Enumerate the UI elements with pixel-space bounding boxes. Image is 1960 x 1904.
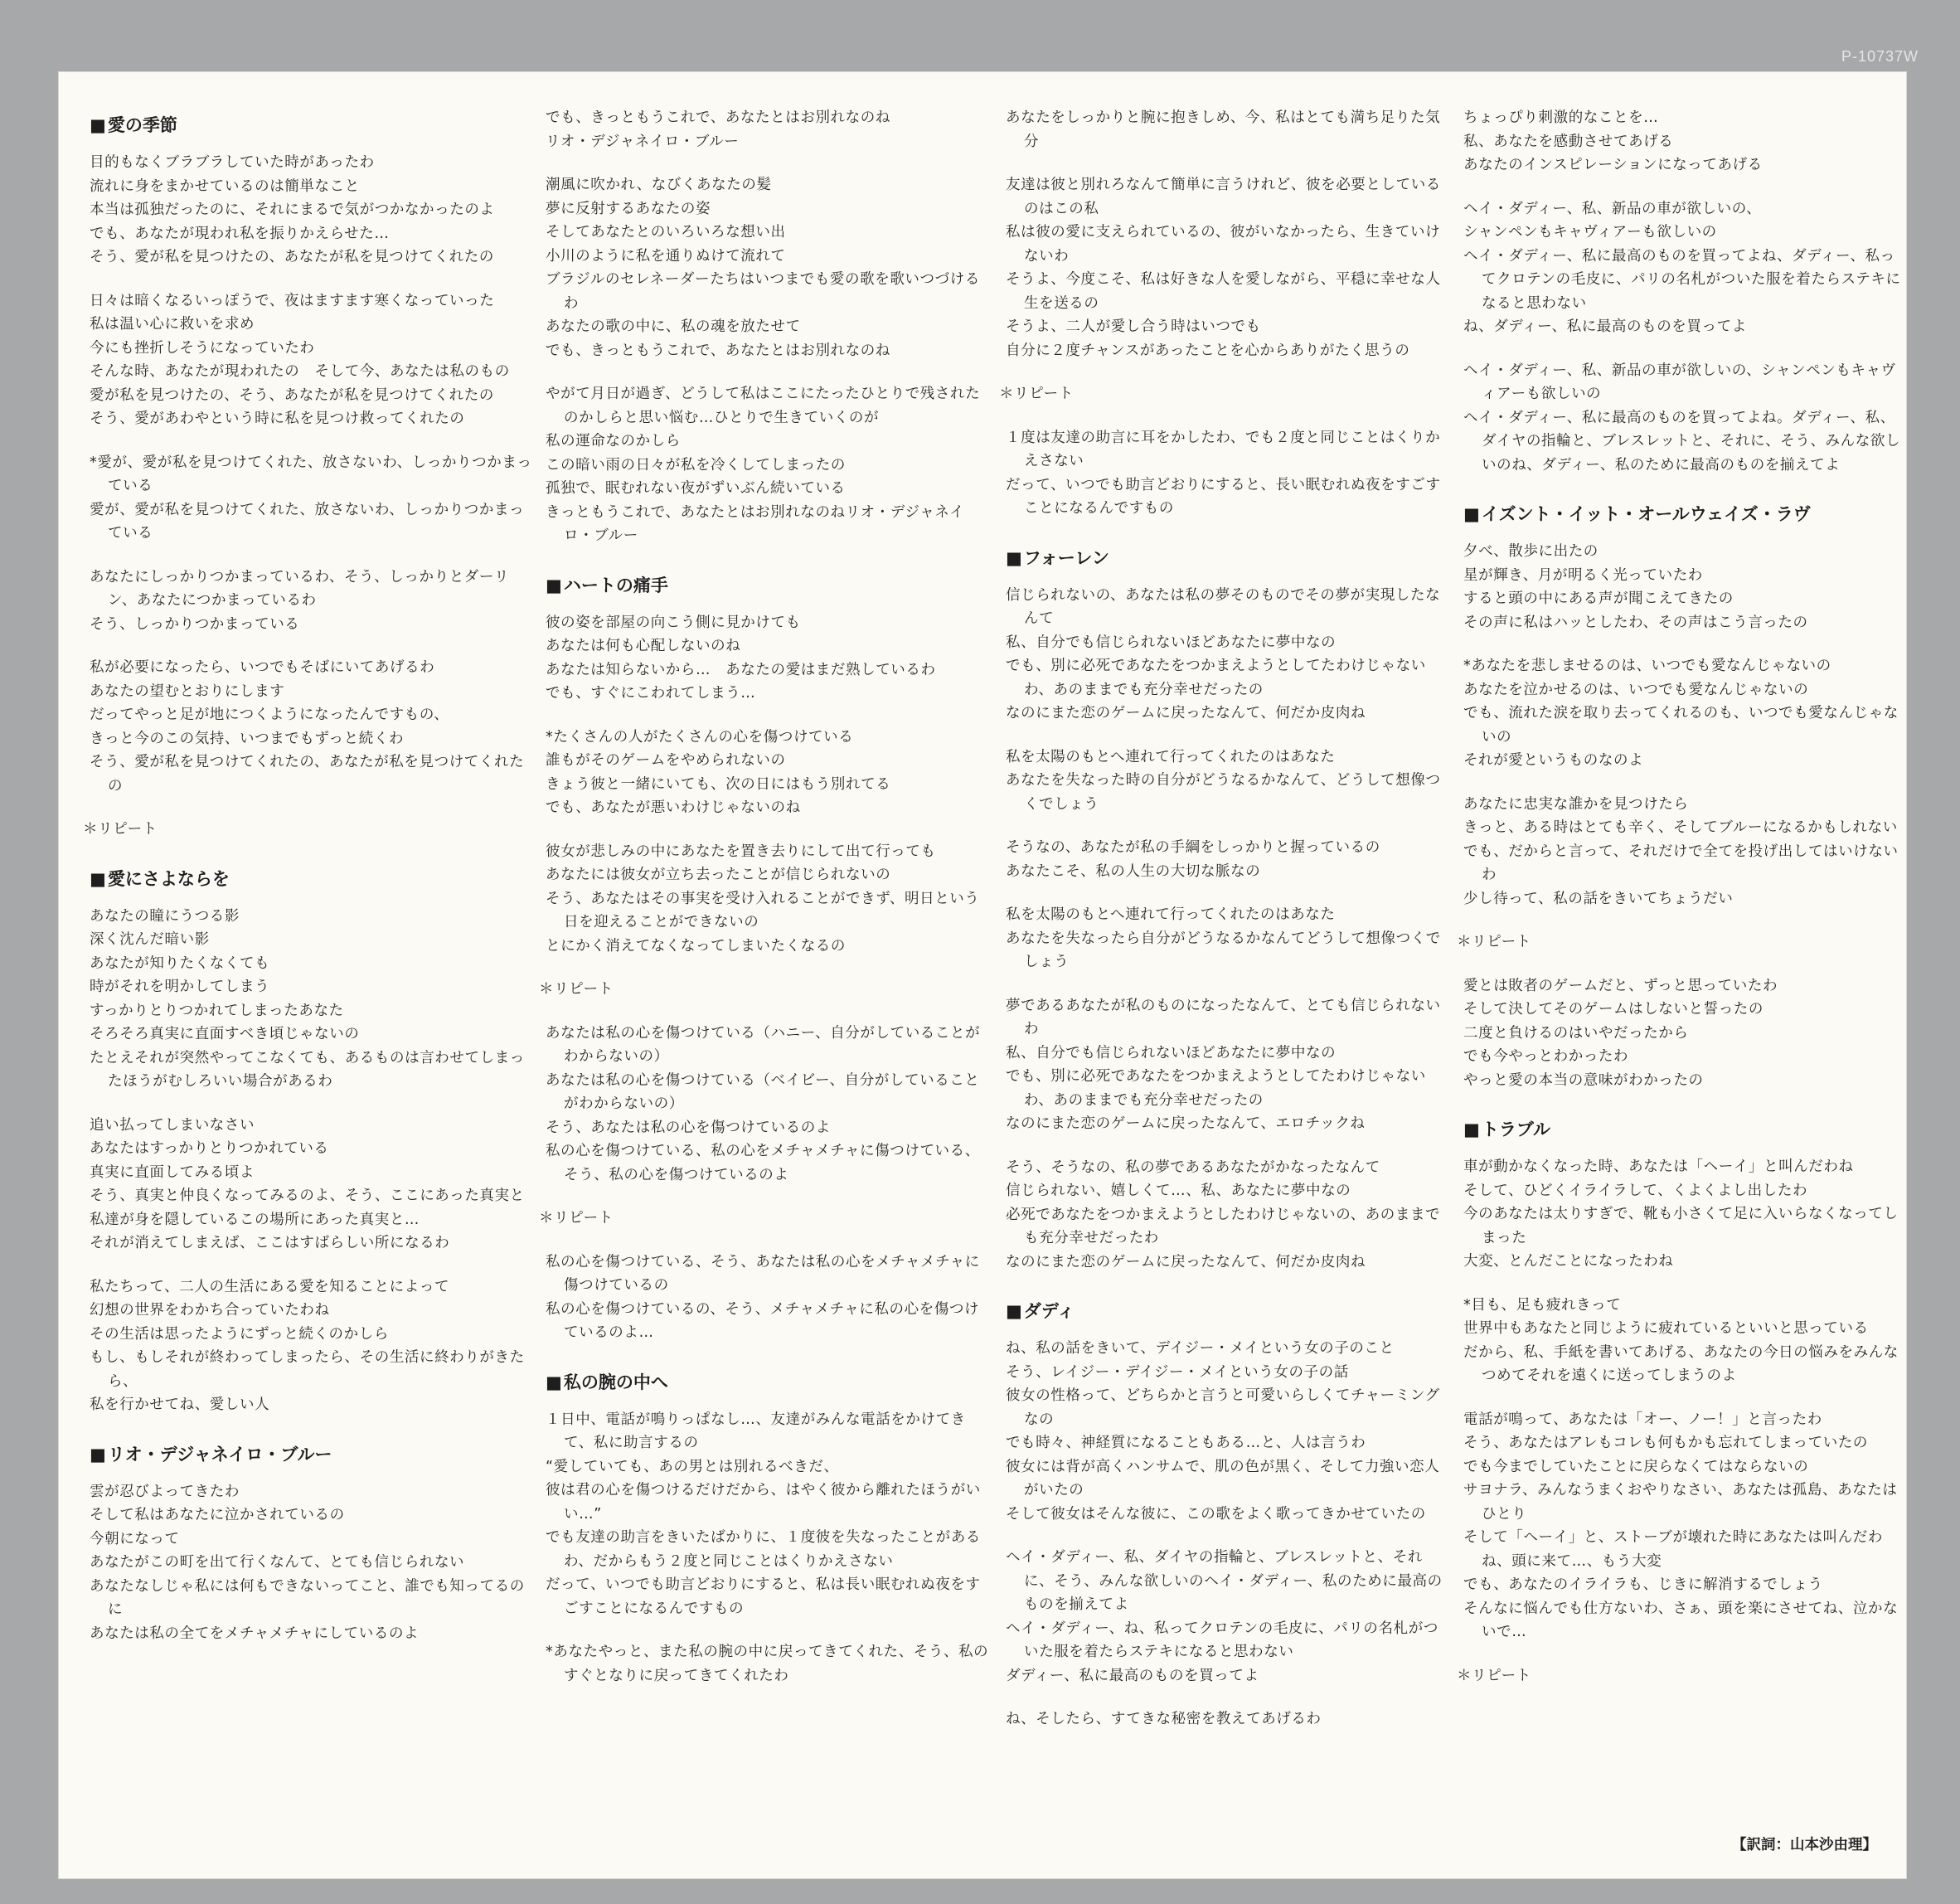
lyric-line: だから、私、手紙を書いてあげる、あなたの今日の悩みをみんなつめてそれを遠くに送ってしまうのよ (1463, 1343, 1899, 1384)
lyric-line: でも今やっとわかったわ (1463, 1048, 1629, 1065)
lyric-line: 誰もがそのゲームをやめられないの (546, 752, 786, 769)
lyric-stanza (999, 382, 1450, 406)
lyric-line: そう、真実と仲良くなってみるのよ、そう、ここにあった真実と (90, 1188, 525, 1204)
lyric-stanza (1463, 654, 1908, 773)
song-title: ■ トラブル (1463, 1117, 1908, 1142)
lyric-line: そう、愛があわやという時に私を見つけ救ってくれたの (90, 410, 465, 427)
lyric-line: あなたは私の心を傷つけている（ハニー、自分がしていることがわからないの） (546, 1024, 981, 1065)
lyric-line: ヘイ・ダディー、ね、私ってクロテンの毛皮に、パリの名札がついた服を着たらステキになると思わない (1006, 1620, 1438, 1660)
lyric-line: 私たちって、二人の生活にある愛を知ることによって (90, 1278, 450, 1295)
lyric-line: ＊リピート (1457, 1667, 1531, 1684)
lyric-line: すると頭の中にある声が聞こえてきたの (1463, 590, 1734, 607)
lyric-stanza (1457, 1664, 1908, 1688)
lyric-stanza (90, 289, 534, 431)
lyric-line: 彼女が悲しみの中にあなたを置き去りにして出て行っても (546, 843, 936, 860)
song-title: ■ イズント・イット・オールウェイズ・ラヴ (1463, 502, 1908, 527)
lyric-line: 今のあなたは太りすぎで、靴も小さくて足に入いらなくなってしまった (1463, 1206, 1899, 1246)
lyric-line: 雲が忍びよってきたわ (90, 1483, 240, 1500)
lyric-line: そうよ、二人が愛し合う時はいつでも (1006, 318, 1261, 335)
lyric-line: ちょっぴり刺激的なことを… (1463, 109, 1659, 126)
lyric-line: あなたがこの町を出て行くなんて、とても信じられない (90, 1554, 465, 1571)
lyric-line: 潮風に吹かれ、なびくあなたの髪 (546, 177, 772, 193)
lyric-line: あなたを失なった時の自分がどうなるかなんて、どうして想像つくでしょう (1006, 772, 1441, 813)
lyric-line: １日中、電話が鳴りっぱなし…、友達がみんな電話をかけてきて、私に助言するの (546, 1411, 966, 1451)
lyric-line: ヘイ・ダディー、私、新品の車が欲しいの、 (1463, 200, 1762, 217)
lyric-line: 私、自分でも信じられないほどあなたに夢中なの (1006, 1044, 1337, 1061)
lyric-line: そう、あなたは私の心を傷つけているのよ (546, 1119, 831, 1136)
lyric-stanza (546, 173, 990, 362)
lyric-line: そう、しっかりつかまっている (90, 615, 300, 633)
lyric-line: そして彼女はそんな彼に、この歌をよく歌ってきかせていたの (1006, 1505, 1426, 1523)
lyric-line: ね、そしたら、すてきな秘密を教えてあげるわ (1006, 1711, 1322, 1727)
lyric-stanza (90, 1114, 534, 1256)
lyric-line: そんな時、あなたが現われたの そして今、あなたは私のもの (90, 363, 510, 380)
lyric-stanza (546, 611, 990, 706)
lyric-line: 私を太陽のもとへ連れて行ってくれたのはあなた (1006, 906, 1336, 923)
lyric-line: 目的もなくブラブラしていた時があったわ (90, 154, 375, 171)
lyric-line: だってやっと足が地につくようになったんですもの、 (90, 707, 449, 723)
lyric-line: 幻想の世界をわかち合っていたわね (90, 1302, 330, 1319)
song-title: ■ 私の腕の中へ (546, 1370, 990, 1395)
song-block (90, 867, 534, 1417)
lyric-stanza (539, 978, 990, 1002)
lyric-line: あなたは何も心配しないのね (546, 638, 741, 654)
lyric-line: 二度と負けるのはいやだったから (1463, 1024, 1689, 1042)
lyric-line: そうよ、今度こそ、私は好きな人を愛しながら、平穏に幸せな人生を送るの (1006, 271, 1441, 312)
lyric-line: 星が輝き、月が明るく光っていたわ (1463, 566, 1703, 584)
lyrics-column-1 (83, 106, 534, 1670)
lyric-stanza (1463, 197, 1908, 339)
lyric-line: 私の心を傷つけている、私の心をメチャメチャに傷つけている、そう、私の心を傷つけているのよ (546, 1143, 980, 1183)
lyric-line: 夢に反射するあなたの姿 (546, 200, 711, 217)
lyric-line: そろそろ真実に直面すべき頃じゃないの (90, 1026, 360, 1042)
lyric-line: 私を行かせてね、愛しい人 (90, 1396, 270, 1413)
lyric-line: あなたに忠実な誰かを見つけたら (1463, 795, 1689, 813)
lyric-line: シャンペンもキャヴィアーも欲しいの (1463, 224, 1717, 240)
lyric-line: 愛が私を見つけたの、そう、あなたが私を見つけてくれたの (90, 386, 494, 404)
lyric-stanza (1463, 1155, 1908, 1274)
lyric-line: きっと今のこの気持、いつまでもずっと続くわ (90, 730, 405, 747)
lyric-line: なのにまた恋のゲームに戻ったなんて、何だか皮肉ね (1006, 1253, 1366, 1270)
lyric-stanza (539, 1207, 990, 1231)
lyric-line: すっかりとりつかれてしまったあなた (90, 1002, 344, 1019)
lyric-line: 私の心を傷つけているの、そう、メチャメチャに私の心を傷つけているのよ… (546, 1300, 980, 1341)
lyric-line: あなたは私の全てをメチャメチャにしているのよ (90, 1625, 420, 1642)
lyric-line: 信じられないの、あなたは私の夢そのものでその夢が実現したなんて (1006, 586, 1441, 627)
lyric-line: もし、もしそれが終わってしまったら、その生活に終わりがきたら、 (90, 1349, 525, 1390)
lyric-line: “愛していても、あの男とは別れるべきだ、 (546, 1458, 839, 1475)
lyric-line: 信じられない、嬉しくて…、私、あなたに夢中なの (1006, 1183, 1351, 1199)
lyric-line: 追い払ってしまいなさい (90, 1116, 255, 1134)
lyric-line: ＊リピート (539, 1210, 614, 1226)
lyric-line: でも、流れた涙を取り去ってくれるのも、いつでも愛なんじゃないの (1463, 705, 1899, 746)
lyric-stanza (1006, 173, 1450, 362)
lyric-line: なのにまた恋のゲームに戻ったなんて、何だか皮肉ね (1006, 705, 1366, 721)
lyric-stanza (1006, 1546, 1450, 1688)
lyric-line: 車が動かなくなった時、あなたは「ヘーイ」と叫んだわね (1463, 1158, 1854, 1175)
lyric-line: でも、すぐにこわれてしまう… (546, 685, 756, 702)
song-block (1457, 1117, 1908, 1688)
lyric-line: あなたにしっかりつかまっているわ、そう、しっかりとダーリン、あなたにつかまっているわ (90, 568, 510, 609)
lyric-line: あなたを泣かせるのは、いつでも愛なんじゃないの (1463, 681, 1809, 698)
song-block (539, 573, 990, 1345)
lyric-line: 私の運命なのかしら (546, 433, 681, 449)
lyric-stanza (1463, 1294, 1908, 1388)
lyric-line: あなたは私の心を傷つけている（ベイビー、自分がしていることがわからないの） (546, 1071, 980, 1112)
song-block (546, 106, 990, 548)
lyric-line: 友達は彼と別れろなんて簡単に言うけれど、彼を必要としているのはこの私 (1006, 177, 1441, 217)
lyric-line: でも、きっともうこれで、あなたとはお別れなのね (546, 109, 890, 126)
lyric-stanza (1463, 540, 1908, 634)
lyric-line: あなたはすっかりとりつかれている (90, 1140, 329, 1157)
lyric-line: ヘイ・ダディー、私、ダイヤの指輪と、ブレスレットと、それに、そう、みんな欲しいのヘイ・ダディー、私のために最高のものを揃えてよ (1006, 1549, 1443, 1613)
lyric-line: 今朝になって (90, 1530, 180, 1547)
song-block (999, 106, 1450, 521)
lyric-line: ブラジルのセレネーダーたちはいつまでも愛の歌を歌いつづけるわ (546, 271, 980, 312)
lyric-stanza (1463, 974, 1908, 1093)
lyric-line: 私が必要になったら、いつでもそばにいてあげるわ (90, 659, 435, 676)
lyric-line: ヘイ・ダディー、私に最高のものを買ってよね。ダディー、私、ダイヤの指輪と、ブレスレットと、それに、そう、みんな欲しいのね、ダディー、私のために最高のものを揃えてよ (1463, 409, 1901, 474)
lyric-line: そして「ヘーイ」と、ストーブが壊れた時にあなたは叫んだわね、頭に来て…、もう大変 (1463, 1529, 1883, 1570)
song-title: ■ ダディ (1006, 1299, 1450, 1324)
lyric-stanza (90, 656, 534, 798)
lyric-line: そうなの、あなたが私の手綱をしっかりと握っているの (1006, 839, 1380, 856)
lyric-stanza (1006, 106, 1450, 153)
lyric-line: それが消えてしまえば、ここはすばらしい所になるわ (90, 1235, 450, 1251)
lyric-line: 夕べ、散歩に出たの (1463, 543, 1599, 560)
lyric-line: あなたの歌の中に、私の魂を放たせて (546, 318, 801, 335)
lyric-stanza (546, 1022, 990, 1188)
lyric-line: 彼の姿を部屋の向こう側に見かけても (546, 614, 801, 631)
lyric-stanza (1006, 1337, 1450, 1526)
lyrics-column-4 (1457, 106, 1908, 1712)
lyric-line: そう、あなたはアレもコレも何もかも忘れてしまっていたの (1463, 1435, 1868, 1451)
lyric-line: あなたこそ、私の人生の大切な脈なの (1006, 862, 1261, 880)
lyric-line: 流れに身をまかせているのは簡単なこと (90, 177, 360, 195)
lyric-line: 私、あなたを感動させてあげる (1463, 133, 1674, 150)
song-title: ■ 愛の季節 (90, 113, 534, 138)
song-block (546, 1370, 990, 1688)
lyric-line: やがて月日が過ぎ、どうして私はここにたったひとりで残されたのかしらと思い悩む…ひとりで生きていくのが (546, 386, 981, 426)
song-title: ■ ハートの痛手 (546, 573, 990, 598)
lyric-stanza (83, 818, 534, 842)
lyric-line: 時がそれを明かしてしまう (90, 979, 270, 995)
lyric-line: あなたなしじゃ私には何もできないってこと、誰でも知ってるのに (90, 1577, 525, 1618)
lyric-line: *あなたを悲しませるのは、いつでも愛なんじゃないの (1463, 658, 1831, 674)
lyric-line: きっと、ある時はとても辛く、そしてブルーになるかもしれない (1463, 819, 1898, 836)
lyric-line: 彼女には背が高くハンサムで、肌の色が黒く、そして力強い恋人がいたの (1006, 1458, 1440, 1498)
lyric-line: あなたを失なったら自分がどうなるかなんてどうして想像つくでしょう (1006, 930, 1441, 970)
lyric-line: それが愛というものなのよ (1463, 752, 1644, 769)
lyric-stanza (1463, 106, 1908, 177)
lyric-line: ね、私の話をきいて、デイジー・メイという女の子のこと (1006, 1340, 1395, 1357)
lyrics-column-2 (539, 106, 990, 1712)
lyric-line: *目も、足も疲れきって (1463, 1296, 1622, 1314)
lyric-line: あなたの瞳にうつる影 (90, 907, 240, 925)
lyric-line: 私を太陽のもとへ連れて行ってくれたのはあなた (1006, 748, 1336, 765)
lyric-line: 必死であなたをつかまえようとしたわけじゃないの、あのままでも充分幸せだったわ (1006, 1206, 1441, 1246)
lyric-line: でも、別に必死であなたをつかまえようとしてたわけじゃないわ、あのままでも充分幸せだったの (1006, 658, 1426, 698)
lyric-line: そう、愛が私を見つけてくれたの、あなたが私を見つけてくれたの (90, 754, 525, 794)
lyric-stanza (1463, 1408, 1908, 1644)
lyric-line: *あなたやっと、また私の腕の中に戻ってきてくれた、そう、私のすぐとなりに戻ってきてくれたわ (546, 1644, 989, 1684)
lyric-line: 本当は孤独だったのに、それにまるで気がつかなかったのよ (90, 202, 495, 218)
lyric-line: 孤独で、眠むれない夜がずいぶん続いている (546, 480, 846, 497)
lyric-line: ＊リピート (539, 981, 614, 998)
song-title: ■ リオ・デジャネイロ・ブルー (90, 1442, 534, 1467)
lyric-line: ＊リピート (999, 386, 1074, 402)
lyric-line: ＊リピート (83, 821, 158, 838)
lyric-line: でも、きっともうこれで、あなたとはお別れなのね (546, 342, 890, 359)
lyric-stanza (1457, 930, 1908, 954)
lyric-line: でも今までしていたことに戻らなくてはならないの (1463, 1458, 1809, 1475)
song-block (83, 113, 534, 842)
lyric-line: 今にも挫折しそうになっていたわ (90, 339, 315, 357)
lyric-stanza (1006, 1156, 1450, 1275)
lyric-line: でも、あなたのイライラも、じきに解消するでしょう (1463, 1576, 1823, 1593)
lyric-stanza (1006, 903, 1450, 974)
lyric-stanza (1463, 359, 1908, 478)
lyric-line: でも、あなたが悪いわけじゃないのね (546, 799, 801, 816)
lyric-line: 私は彼の愛に支えられているの、彼がいなかったら、生きていけないわ (1006, 224, 1441, 265)
lyric-line: なのにまた恋のゲームに戻ったなんて、エロチックね (1006, 1115, 1366, 1132)
lyric-line: だって、いつでも助言どおりにすると、私は長い眠むれぬ夜をすごすことになるんですもの (546, 1576, 981, 1617)
lyric-stanza (546, 1251, 990, 1345)
lyric-line: あなたが知りたくなくても (90, 954, 270, 972)
lyric-line: あなたには彼女が立ち去ったことが信じられないの (546, 867, 891, 883)
lyric-line: *たくさんの人がたくさんの心を傷つけている (546, 728, 854, 746)
lyric-line: そう、愛が私を見つけたの、あなたが私を見つけてくれたの (90, 249, 494, 265)
lyric-line: 自分に２度チャンスがあったことを心からありがたく思うの (1006, 342, 1410, 359)
lyric-line: そして、ひどくイライラして、くよくよし出したわ (1463, 1182, 1808, 1199)
lyric-line: 深く沈んだ暗い影 (90, 931, 210, 948)
lyric-line: 彼女の性格って、どちらかと言うと可愛いらしくてチャーミングなの (1006, 1387, 1440, 1428)
lyric-line: ヘイ・ダディー、私、新品の車が欲しいの、シャンペンもキャヴィアーも欲しいの (1463, 362, 1896, 402)
lyric-stanza (1006, 1707, 1450, 1732)
lyric-line: その声に私はハッとしたわ、その声はこう言ったの (1463, 614, 1808, 631)
lyric-line: 私の心を傷つけている、そう、あなたは私の心をメチャメチャに傷つけているの (546, 1253, 980, 1294)
lyric-line: そう、そうなの、私の夢であるあなたがかなったなんて (1006, 1158, 1380, 1176)
lyric-stanza (546, 382, 990, 548)
lyric-line: そして決してそのゲームはしないと誓ったの (1463, 1001, 1764, 1018)
lyric-line: 日々は暗くなるいっぽうで、夜はますます寒くなっていった (90, 292, 495, 309)
lyric-line: でも、だからと言って、それだけで全てを投げ出してはいけないわ (1463, 843, 1899, 883)
song-title: ■ フォーレン (1006, 546, 1450, 571)
lyric-stanza (90, 1480, 534, 1646)
lyric-stanza (546, 840, 990, 959)
lyric-line: 少し待って、私の話をきいてちょうだい (1463, 890, 1734, 907)
lyric-line: やっと愛の本当の意味がわかったの (1463, 1071, 1704, 1089)
lyric-line: 愛とは敗者のゲームだと、ずっと思っていたわ (1463, 977, 1778, 994)
lyric-stanza (1006, 426, 1450, 521)
lyric-line: その生活は思ったようにずっと続くのかしら (90, 1325, 389, 1343)
lyric-line: でも、別に必死であなたをつかまえようとしてたわけじゃないわ、あのままでも充分幸せだったの (1006, 1068, 1426, 1109)
lyrics-column-3 (999, 106, 1450, 1756)
lyric-line: そんなに悩んでも仕方ないわ、さぁ、頭を楽にさせてね、泣かないで… (1463, 1600, 1899, 1640)
lyric-line: あなたをしっかりと腕に抱きしめ、今、私はとても満ち足りた気分 (1006, 109, 1441, 150)
lyric-line: そう、あなたはその事実を受け入れることができず、明日という日を迎えることができないの (546, 890, 980, 930)
lyric-line: サヨナラ、みんなうまくおやりなさい、あなたは孤島、あなたはひとり (1463, 1482, 1898, 1523)
lyric-line: リオ・デジャネイロ・ブルー (546, 133, 740, 150)
lyric-stanza (90, 1275, 534, 1417)
lyric-stanza (546, 106, 990, 153)
lyric-line: 世界中もあなたと同じように疲れているといいと思っている (1463, 1320, 1869, 1337)
lyric-line: １度は友達の助言に耳をかしたわ、でも２度と同じことはくりかえさない (1006, 429, 1441, 469)
lyric-line: きょう彼と一緒にいても、次の日にはもう別れてる (546, 775, 891, 793)
lyric-line: 私、自分でも信じられないほどあなたに夢中なの (1006, 634, 1337, 651)
lyric-line: 私達が身を隠しているこの場所にあった真実と… (90, 1211, 420, 1228)
lyric-line: *愛が、愛が私を見つけてくれた、放さないわ、しっかりつかまっている (90, 454, 532, 494)
song-block (1006, 1299, 1450, 1732)
lyric-line: 小川のように私を通りぬけて流れて (546, 247, 786, 265)
lyric-line: あなたの望むとおりにします (90, 682, 285, 700)
lyric-stanza (546, 1408, 990, 1621)
lyric-line: きっともうこれで、あなたとはお別れなのねリオ・デジャネイロ・ブルー (546, 503, 965, 544)
lyric-stanza (1006, 994, 1450, 1136)
lyric-line: 愛が、愛が私を見つけてくれた、放さないわ、しっかりつかまっている (90, 501, 525, 542)
lyric-line: 大変、とんだことになったわね (1463, 1253, 1674, 1270)
lyric-stanza (90, 566, 534, 637)
lyric-stanza (546, 1640, 990, 1688)
song-title: ■ 愛にさよならを (90, 867, 534, 891)
lyric-line: あなたのインスピレーションになってあげる (1463, 157, 1763, 173)
lyric-stanza (546, 726, 990, 820)
lyric-line: 電話が鳴って、あなたは「オー、ノー！」と言ったわ (1463, 1411, 1822, 1428)
song-block (1006, 546, 1450, 1275)
lyrics-sheet (58, 71, 1907, 1879)
lyric-line: 私は温い心に救いを求め (90, 316, 255, 333)
lyric-stanza (1463, 793, 1908, 911)
lyric-stanza (90, 151, 534, 270)
lyric-line: たとえそれが突然やってこなくても、あるものは言わせてしまったほうがむしろいい場合があるわ (90, 1049, 525, 1090)
lyric-line: でも友達の助言をきいたばかりに、１度彼を失なったことがあるわ、だからもう２度と同じことはくりかえさない (546, 1529, 981, 1570)
lyric-line: でも時々、神経質になることもある…と、人は言うわ (1006, 1435, 1366, 1451)
lyric-stanza (1006, 584, 1450, 726)
lyric-line: そう、レイジー・デイジー・メイという女の子の話 (1006, 1363, 1349, 1381)
lyric-stanza (1006, 746, 1450, 817)
lyric-stanza (1006, 836, 1450, 883)
song-block (90, 1442, 534, 1646)
lyric-line: そしてあなたとのいろいろな想い出 (546, 224, 786, 240)
lyric-line: あなたは知らないから… あなたの愛はまだ熟しているわ (546, 661, 936, 678)
lyric-stanza (90, 451, 534, 546)
catalog-number: P-10737W (1841, 48, 1919, 65)
lyric-line: ＊リピート (1457, 934, 1531, 950)
lyric-line: 真実に直面してみる頃よ (90, 1163, 255, 1181)
lyric-line: とにかく消えてなくなってしまいたくなるの (546, 937, 846, 954)
lyric-line: でも、あなたが現われ私を振りかえらせた… (90, 225, 390, 242)
lyric-line: この暗い雨の日々が私を冷くしてしまったの (546, 456, 846, 474)
lyric-line: ダディー、私に最高のものを買ってよ (1006, 1667, 1259, 1684)
lyric-stanza (90, 905, 534, 1094)
song-block (1463, 106, 1908, 477)
lyric-line: 彼は君の心を傷つけるだけだから、はやく彼から離れたほうがいい…” (546, 1482, 981, 1523)
lyric-line: 夢であるあなたが私のものになったなんて、とても信じられないわ (1006, 997, 1441, 1037)
lyric-line: ヘイ・ダディー、私に最高のものを買ってよね、ダディー、私ってクロテンの毛皮に、パリの名札がついた服を着たらステキになると思わない (1463, 247, 1901, 312)
lyric-line: だって、いつでも助言どおりにすると、長い眠むれぬ夜をすごすことになるんですもの (1006, 476, 1441, 517)
song-block (1457, 502, 1908, 1092)
translator-credit: 【訳詞：山本沙由理】 (1732, 1837, 1877, 1853)
lyric-line: ね、ダディー、私に最高のものを買ってよ (1463, 318, 1747, 335)
lyric-line: そして私はあなたに泣かされているの (90, 1507, 345, 1523)
